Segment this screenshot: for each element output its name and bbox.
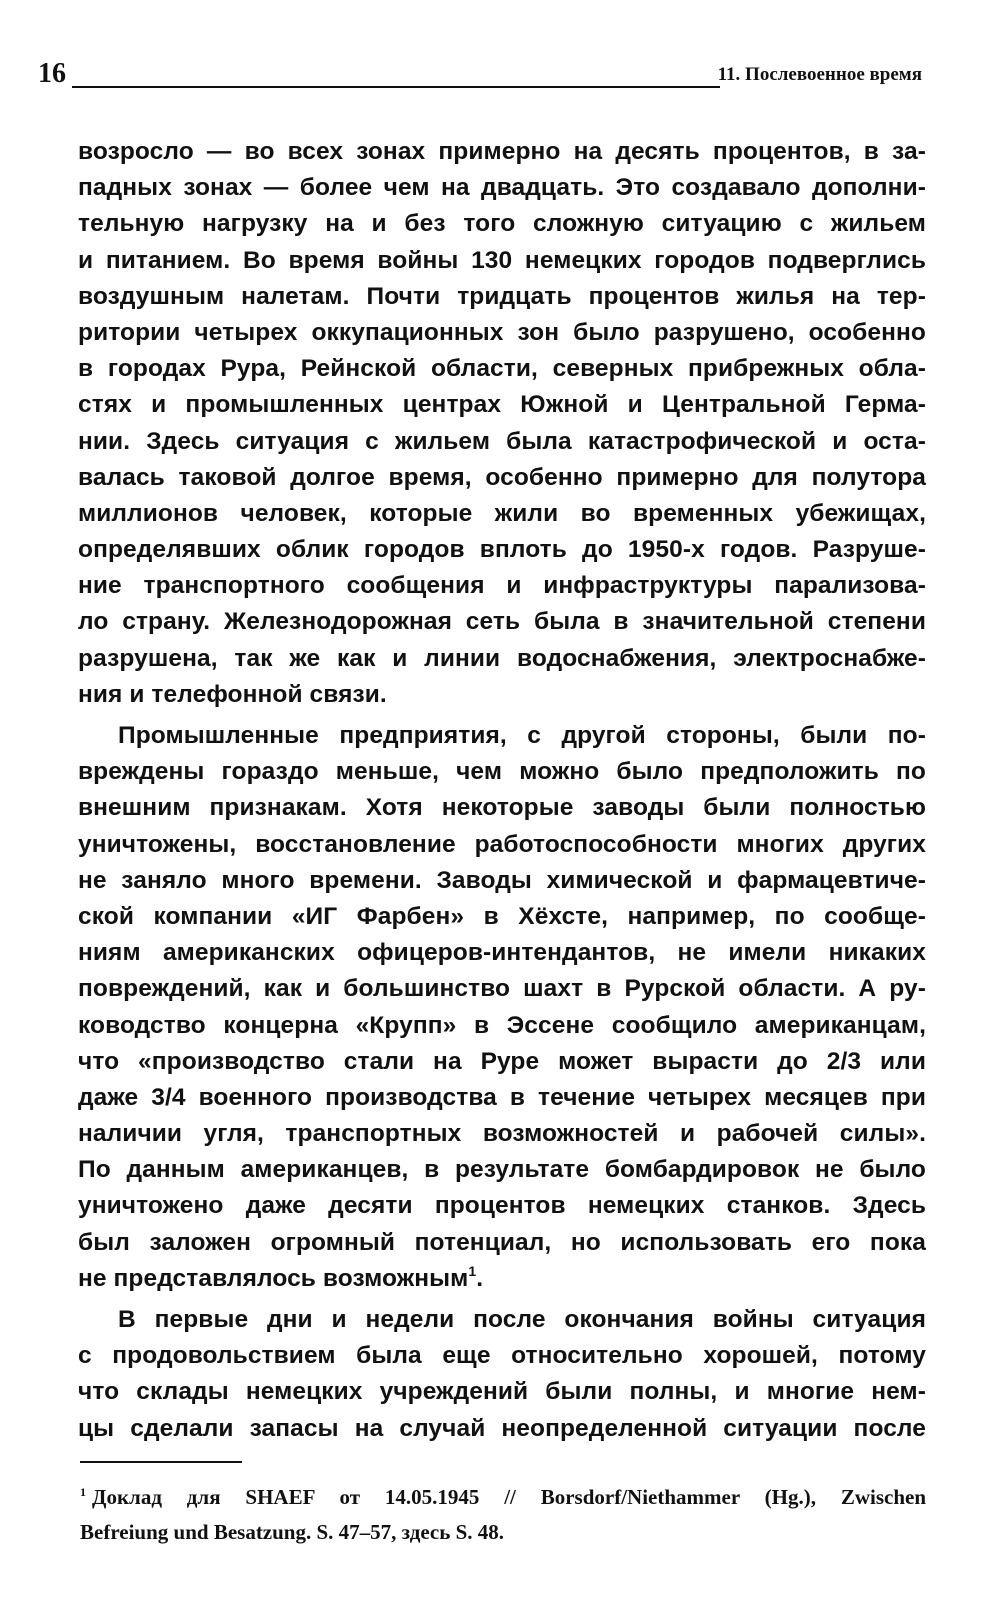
paragraph-start-line: Промышленные предприятия, с другой стороны, были по-	[118, 722, 926, 749]
text-line: с продовольствием была еще относительно хорошей, потому	[78, 1342, 926, 1370]
text-line: разрушена, так же как и линии водоснабжения, электроснабже-	[78, 644, 926, 672]
text-line: и питанием. Во время войны 130 немецких городов подверглись	[78, 246, 926, 274]
text-line: ния и телефонной связи.	[78, 680, 387, 708]
body-text	[78, 134, 926, 1447]
text-line: воздушным налетам. Почти тридцать процентов жилья на тер-	[78, 282, 926, 310]
text-line: По данным американцев, в результате бомбардировок не было	[78, 1156, 926, 1184]
footnote-text: Доклад для SHAEF от 14.05.1945 // Borsdorf/Niethammer (Hg.), Zwischen	[92, 1485, 926, 1509]
text-line: падных зонах — более чем на двадцать. Это создавало дополни-	[78, 174, 926, 202]
text-line: стях и промышленных центрах Южной и Центральной Герма-	[78, 391, 926, 419]
text-line: тельную нагрузку на и без того сложную ситуацию с жильем	[78, 210, 926, 238]
text-line: цы сделали запасы на случай неопределенной ситуации после	[78, 1414, 926, 1442]
footnote-line: Befreiung und Besatzung. S. 47–57, здесь S. 48.	[80, 1520, 505, 1544]
text-line: что склады немецких учреждений были полны, и многие нем-	[78, 1378, 926, 1406]
text-line: был заложен огромный потенциал, но использовать его пока	[78, 1228, 926, 1256]
text-line: определявших облик городов вплоть до 1950-х годов. Разруше-	[78, 536, 926, 564]
text-line-content: не представлялось возможным	[78, 1264, 469, 1292]
footnote-rule	[80, 1461, 242, 1463]
text-line: не заняло много времени. Заводы химической и фармацевтиче-	[78, 866, 926, 894]
text-line: наличии угля, транспортных возможностей и рабочей силы».	[78, 1120, 926, 1148]
text-line: что «производство стали на Руре может вырасти до 2/3 или	[78, 1047, 926, 1075]
text-line: валась таковой долгое время, особенно примерно для полутора	[78, 463, 926, 491]
running-header	[38, 58, 922, 92]
text-line: возросло — во всех зонах примерно на десять процентов, в за-	[78, 138, 926, 165]
text-line: вреждены гораздо меньше, чем можно было предположить по	[78, 758, 926, 786]
text-line: ло страну. Железнодорожная сеть была в значительной степени	[78, 608, 926, 636]
running-title: 11. Послевоенное время	[717, 64, 922, 85]
footnote-reference[interactable]: 1	[468, 1262, 477, 1279]
text-line: нии. Здесь ситуация с жильем была катастрофической и оста-	[78, 427, 926, 455]
text-line: ритории четырех оккупационных зон было разрушено, особенно	[78, 318, 926, 346]
text-line: ниям американских офицеров-интендантов, не имели никаких	[78, 939, 926, 967]
text-line: ской компании «ИГ Фарбен» в Хёхсте, например, по сообще-	[78, 902, 926, 930]
paragraph-start-line: В первые дни и недели после окончания войны ситуация	[118, 1306, 926, 1333]
text-line: внешним признакам. Хотя некоторые заводы были полностью	[78, 794, 926, 822]
footnote	[80, 1480, 926, 1550]
footnote-marker: 1	[80, 1485, 86, 1499]
text-line: даже 3/4 военного производства в течение четырех месяцев при	[78, 1083, 926, 1111]
text-line: повреждений, как и большинство шахт в Рурской области. А ру-	[78, 975, 926, 1003]
text-line: ние транспортного сообщения и инфраструктуры парализова-	[78, 572, 926, 600]
text-line: уничтожены, восстановление работоспособности многих других	[78, 830, 926, 858]
text-line: ководство концерна «Крупп» в Эссене сообщило американцам,	[78, 1011, 926, 1039]
text-line: миллионов человек, которые жили во временных убежищах,	[78, 499, 926, 527]
text-line: в городах Рура, Рейнской области, северных прибрежных обла-	[78, 355, 926, 383]
header-rule	[72, 86, 720, 88]
text-line: уничтожено даже десяти процентов немецких станков. Здесь	[78, 1192, 926, 1220]
page-number: 16	[38, 58, 66, 89]
footnote-line	[80, 1480, 926, 1515]
text-line: не представлялось возможным$^1$.	[78, 1262, 484, 1292]
